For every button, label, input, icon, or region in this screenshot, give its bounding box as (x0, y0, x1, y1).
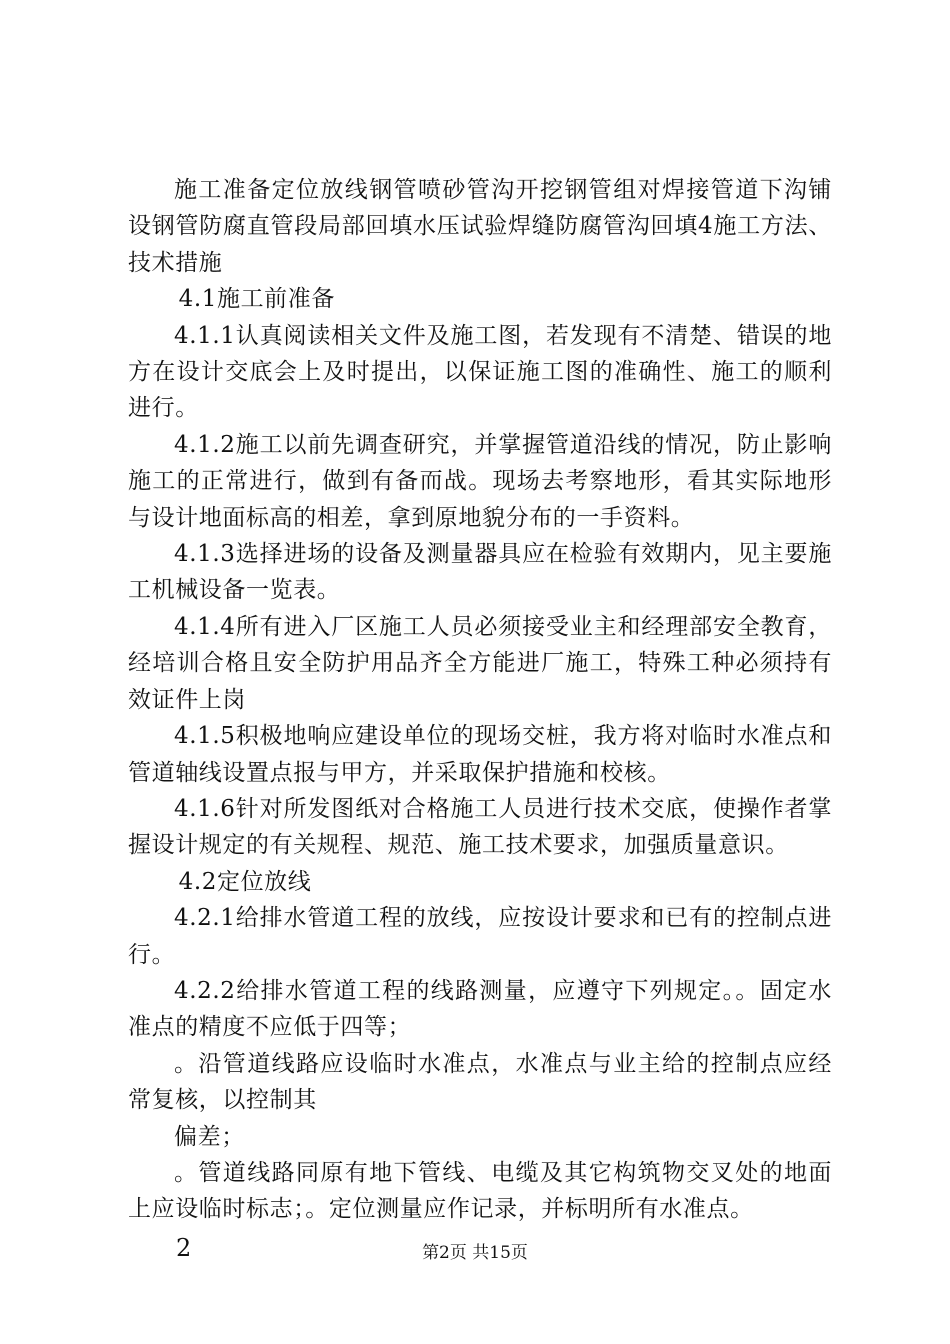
paragraph-deviation: 偏差； (174, 1123, 245, 1150)
heading-4-2: 4.2定位放线 (178, 868, 312, 895)
page-footer: 第2页 共15页 (422, 1243, 528, 1263)
paragraph-process-flow: 施工准备定位放线钢管喷砂管沟开挖钢管组对焊接管道下沟铺设钢管防腐直管段局部回填水压试验焊缝防腐管沟回填4施工方法、技术措施 (128, 177, 832, 276)
paragraph-4-1-2: 4.1.2施工以前先调查研究，并掌握管道沿线的情况，防止影响施工的正常进行，做到有备而战。现场去考察地形，看其实际地形与设计地面标高的相差，拿到原地貌分布的一手资料。 (128, 431, 832, 531)
paragraph-4-2-1: 4.2.1给排水管道工程的放线，应按设计要求和已有的控制点进行。 (128, 905, 832, 968)
paragraph-crossing-marks: 。管道线路同原有地下管线、电缆及其它构筑物交叉处的地面上应设临时标志；。定位测量应作记录，并标明所有水准点。 (128, 1159, 832, 1223)
paragraph-4-1-5: 4.1.5积极地响应建设单位的现场交桩，我方将对临时水准点和管道轴线设置点报与甲方，并采取保护措施和校核。 (128, 723, 832, 786)
paragraph-4-1-6: 4.1.6针对所发图纸对合格施工人员进行技术交底，使操作者掌握设计规定的有关规程、规范、施工技术要求，加强质量意识。 (128, 795, 832, 859)
heading-4-1: 4.1施工前准备 (178, 286, 335, 313)
paragraph-4-1-1: 4.1.1认真阅读相关文件及施工图，若发现有不清楚、错误的地方在设计交底会上及时提出，以保证施工图的准确性、施工的顺利进行。 (128, 322, 832, 422)
inline-page-number: 2 (176, 1233, 192, 1262)
paragraph-4-1-4: 4.1.4所有进入厂区施工人员必须接受业主和经理部安全教育，经培训合格且安全防护用品齐全方能进厂施工，特殊工种必须持有效证件上岗 (128, 613, 832, 713)
paragraph-4-2-2: 4.2.2给排水管道工程的线路测量，应遵守下列规定。。固定水准点的精度不应低于四等； (128, 977, 832, 1041)
document-body (128, 172, 832, 1266)
paragraph-4-1-3: 4.1.3选择进场的设备及测量器具应在检验有效期内，见主要施工机械设备一览表。 (128, 541, 832, 604)
paragraph-benchmark: 。沿管道线路应设临时水准点，水准点与业主给的控制点应经常复核，以控制其 (128, 1050, 832, 1114)
